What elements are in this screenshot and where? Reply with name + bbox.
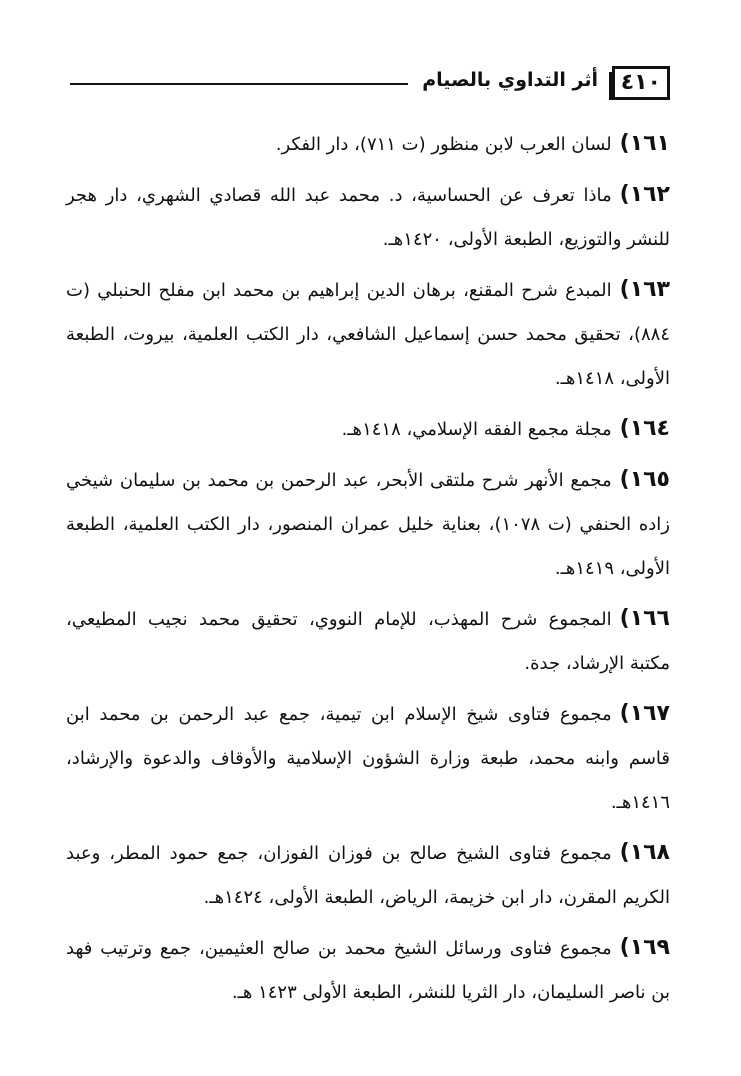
entry-number: ١٦١)	[619, 131, 670, 156]
entry-text: لسان العرب لابن منظور (ت ٧١١)، دار الفكر.	[275, 134, 612, 155]
entry-number: ١٦٩)	[619, 935, 670, 960]
bibliography-entry	[66, 173, 670, 262]
bibliography-entry	[66, 831, 670, 920]
entry-number: ١٦٥)	[619, 467, 670, 492]
bibliography-entry	[66, 122, 670, 167]
page-number: ٤١٠	[612, 66, 670, 100]
entry-text: مجموع فتاوى الشيخ صالح بن فوزان الفوزان، جمع حمود المطر، وعبد الكريم المقرن، دار ابن خزيمة، الرياض، الطبعة الأولى، ١٤٢٤هـ.	[66, 843, 670, 908]
entry-text: مجمع الأنهر شرح ملتقى الأبحر، عبد الرحمن بن محمد بن سليمان شيخي زاده الحنفي (ت ١٠٧٨)، بعناية خليل عمران المنصور، دار الكتب العلمية، الطبعة الأولى، ١٤١٩هـ.	[66, 470, 670, 579]
bibliography-entry	[66, 268, 670, 401]
entry-text: مجموع فتاوى ورسائل الشيخ محمد بن صالح العثيمين، جمع وترتيب فهد بن ناصر السليمان، دار الثريا للنشر، الطبعة الأولى ١٤٢٣ هـ.	[66, 938, 670, 1003]
entry-number: ١٦٦)	[619, 606, 670, 631]
entry-text: المبدع شرح المقنع، برهان الدين إبراهيم بن محمد ابن مفلح الحنبلي (ت ٨٨٤)، تحقيق محمد حسن إسماعيل الشافعي، دار الكتب العلمية، بيروت، الطبعة الأولى، ١٤١٨هـ.	[66, 280, 670, 389]
running-title: أثر التداوي بالصيام	[422, 69, 598, 91]
bibliography-entry	[66, 692, 670, 825]
entry-number: ١٦٤)	[619, 416, 670, 441]
bibliography-list	[66, 122, 670, 1021]
entry-text: ماذا تعرف عن الحساسية، د. محمد عبد الله قصادي الشهري، دار هجر للنشر والتوزيع، الطبعة الأولى، ١٤٢٠هـ.	[66, 185, 670, 250]
bibliography-entry	[66, 597, 670, 686]
entry-text: المجموع شرح المهذب، للإمام النووي، تحقيق محمد نجيب المطيعي، مكتبة الإرشاد، جدة.	[66, 609, 670, 674]
page-header	[70, 66, 670, 106]
bibliography-entry	[66, 926, 670, 1015]
bibliography-entry	[66, 407, 670, 452]
bibliography-entry	[66, 458, 670, 591]
entry-number: ١٦٣)	[619, 277, 670, 302]
entry-number: ١٦٧)	[619, 701, 670, 726]
entry-text: مجموع فتاوى شيخ الإسلام ابن تيمية، جمع عبد الرحمن بن محمد ابن قاسم وابنه محمد، طبعة وزارة الشؤون الإسلامية والأوقاف والدعوة والإرشاد، ١٤١٦هـ.	[66, 704, 670, 813]
header-rule	[70, 83, 408, 85]
entry-number: ١٦٢)	[619, 182, 670, 207]
entry-number: ١٦٨)	[619, 840, 670, 865]
entry-text: مجلة مجمع الفقه الإسلامي، ١٤١٨هـ.	[341, 419, 612, 440]
